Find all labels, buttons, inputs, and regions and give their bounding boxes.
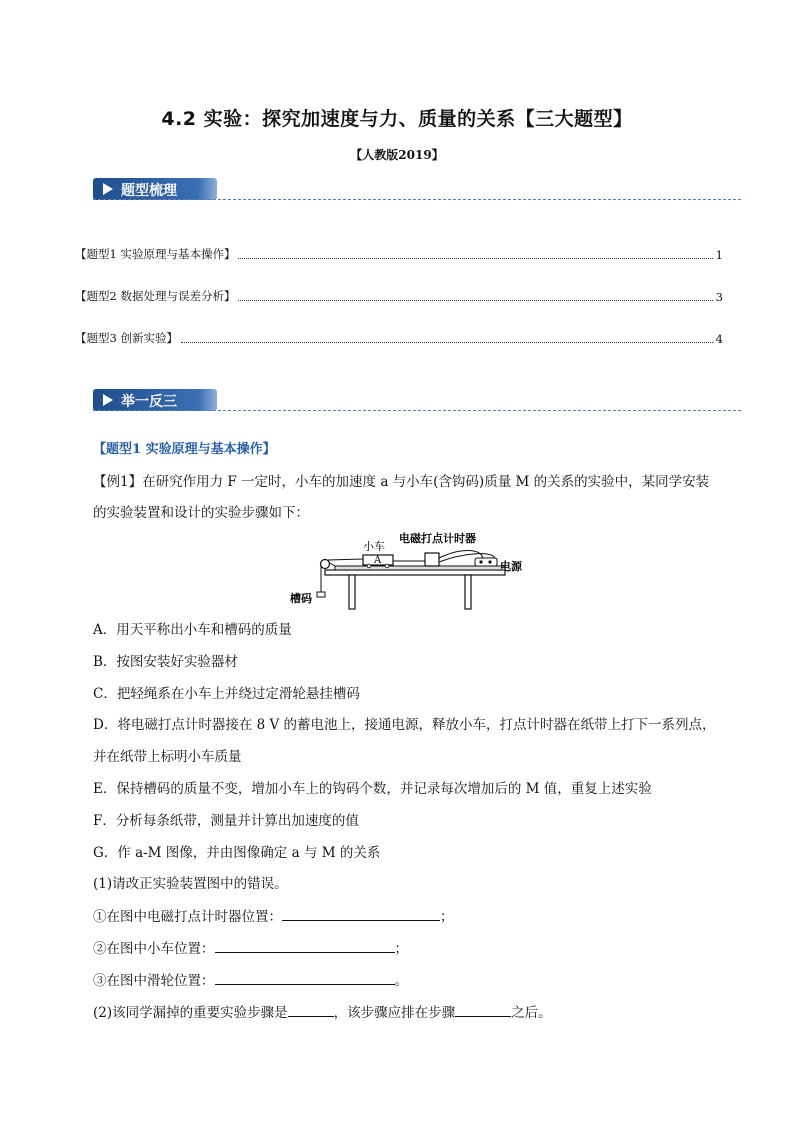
step-B: B．按图安装好实验器材 bbox=[93, 654, 238, 670]
banner-practice bbox=[93, 389, 217, 411]
step-E: E．保持槽码的质量不变，增加小车上的钩码个数，并记录每次增加后的 M 值，重复上述实验 bbox=[93, 781, 652, 797]
question-punct: ； bbox=[394, 941, 408, 957]
label-weight: 槽码 bbox=[290, 592, 312, 605]
step-F: F．分析每条纸带，测量并计算出加速度的值 bbox=[93, 813, 359, 829]
step-A: A．用天平称出小车和槽码的质量 bbox=[93, 622, 292, 638]
question-text: ②在图中小车位置： bbox=[93, 941, 215, 957]
answer-blank[interactable] bbox=[215, 938, 395, 953]
toc-entry[interactable] bbox=[75, 246, 723, 262]
label-power: 电源 bbox=[500, 560, 522, 573]
timer bbox=[425, 553, 439, 566]
question-text: ①在图中电磁打点计时器位置： bbox=[93, 909, 282, 925]
apparatus-figure bbox=[285, 528, 535, 616]
toc-dots bbox=[238, 300, 712, 301]
toc-label: 【题型2 数据处理与误差分析】 bbox=[75, 289, 236, 303]
toc-label: 【题型3 创新实验】 bbox=[75, 331, 178, 345]
question-1a bbox=[93, 906, 733, 927]
answer-blank[interactable] bbox=[215, 970, 395, 985]
banner-label: 题型梳理 bbox=[121, 183, 177, 199]
edition-label: 【人教版2019】 bbox=[350, 148, 444, 162]
toc-page: 1 bbox=[715, 248, 723, 262]
toc-label: 【题型1 实验原理与基本操作】 bbox=[75, 247, 236, 261]
question-punct: 。 bbox=[394, 973, 408, 989]
step-D-cont: 并在纸带上标明小车质量 bbox=[93, 749, 242, 765]
table-leg bbox=[349, 575, 355, 609]
answer-blank[interactable] bbox=[455, 1002, 511, 1017]
toc-dots bbox=[238, 258, 712, 259]
banner-topic-outline bbox=[93, 178, 217, 200]
label-timer: 电磁打点计时器 bbox=[399, 532, 476, 545]
question-1: (1)请改正实验装置图中的错误。 bbox=[93, 876, 288, 892]
page-title: 4.2 实验：探究加速度与力、质量的关系【三大题型】 bbox=[161, 108, 633, 130]
board bbox=[335, 566, 505, 570]
toc-entry[interactable] bbox=[75, 288, 723, 304]
step-D: D．将电磁打点计时器接在 8 V 的蓄电池上，接通电源，释放小车，打点计时器在纸带上打下一系列点， bbox=[93, 717, 716, 733]
toc-page: 3 bbox=[715, 290, 723, 304]
pulley-icon bbox=[321, 560, 330, 569]
power-source bbox=[475, 558, 497, 566]
toc-dots bbox=[181, 342, 713, 343]
question-text: (2)该同学漏掉的重要实验步骤是 bbox=[93, 1005, 288, 1021]
question-text: 之后。 bbox=[511, 1005, 552, 1021]
question-1c bbox=[93, 970, 733, 991]
question-2 bbox=[93, 1002, 733, 1023]
table-top bbox=[325, 570, 505, 575]
section-title: 【题型1 实验原理与基本操作】 bbox=[93, 442, 276, 457]
question-1b bbox=[93, 938, 733, 959]
example-text: 的实验装置和设计的实验步骤如下： bbox=[93, 505, 309, 521]
table-leg bbox=[465, 575, 471, 609]
label-cart: 小车 bbox=[363, 540, 385, 553]
banner-label: 举一反三 bbox=[121, 394, 177, 410]
toc-page: 4 bbox=[715, 332, 723, 346]
question-text: ③在图中滑轮位置： bbox=[93, 973, 215, 989]
toc-entry[interactable] bbox=[75, 330, 723, 346]
example-text: 【例1】在研究作用力 F 一定时，小车的加速度 a 与小车(含钩码)质量 M 的关系的实验中，某同学安装 bbox=[93, 474, 710, 490]
weight bbox=[317, 592, 325, 597]
step-C: C．把轻绳系在小车上并绕过定滑轮悬挂槽码 bbox=[93, 686, 360, 702]
step-G: G．作 a-M 图像，并由图像确定 a 与 M 的关系 bbox=[93, 845, 381, 861]
banner-divider bbox=[93, 199, 741, 200]
question-punct: ； bbox=[440, 909, 454, 925]
banner-divider bbox=[93, 410, 741, 411]
answer-blank[interactable] bbox=[282, 906, 440, 921]
question-text: ，该步骤应排在步骤 bbox=[333, 1005, 456, 1021]
answer-blank[interactable] bbox=[288, 1002, 334, 1017]
cart-block-label: A bbox=[374, 555, 382, 566]
